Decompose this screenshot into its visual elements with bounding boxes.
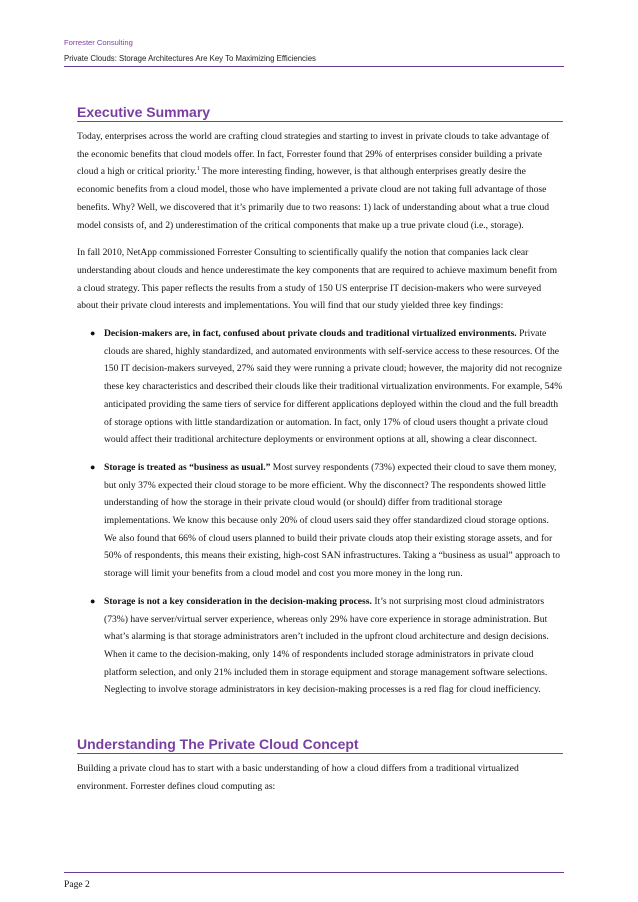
paragraph-text: Today, enterprises across the world are crafting cloud strategies and starting to invest in private clouds to take advantage of the economic benefits that cloud models offer. In fact, Forrester found that 29% of enterprises consider building a private cloud a high or critical priority.: [77, 131, 550, 178]
finding-title: Storage is treated as “business as usual.”: [104, 461, 271, 473]
footer-rule: [64, 872, 564, 873]
paragraph: Building a private cloud has to start with a basic understanding of how a cloud differs from a traditional virtualized environment. Forrester defines cloud computing as:: [77, 763, 519, 792]
bullet-icon: ●: [90, 328, 96, 339]
finding-title: Decision-makers are, in fact, confused about private clouds and traditional virtualized environments.: [104, 328, 517, 340]
brand-name: Forrester Consulting: [64, 38, 133, 47]
list-item: [77, 325, 563, 449]
header-rule: [64, 66, 564, 67]
bullet-icon: ●: [90, 461, 96, 472]
executive-summary-body: [77, 128, 563, 709]
private-cloud-body: [77, 760, 563, 805]
paragraph: [77, 128, 563, 234]
list-item: [77, 459, 563, 583]
page-number: Page 2: [64, 879, 90, 890]
paragraph-text: The more interesting finding, however, is that although enterprises greatly desire the economic benefits from a cloud model, those who have implemented a private cloud are not taking full advantage of those benefits. Why? Well, we discovered that it’s primarily due to two reasons: 1) lack of understanding about what a true cloud model consists of, and 2) underestimation of the critical components that make up a true private cloud (i.e., storage).: [77, 166, 550, 231]
finding-title: Storage is not a key consideration in the decision-making process.: [104, 595, 372, 607]
paragraph: In fall 2010, NetApp commissioned Forrester Consulting to scientifically qualify the notion that companies lack clear understanding about clouds and hence underestimate the key components that are required to achieve maximum benefit from a cloud strategy. This paper reflects the results from a study of 150 US enterprise IT decision-makers who were surveyed about their private cloud interests and implementations. You will find that our study yielded three key findings:: [77, 247, 558, 312]
list-item: [77, 593, 563, 699]
finding-text: Most survey respondents (73%) expected their cloud to save them money, but only 37% expected their cloud storage to be more efficient. Why the disconnect? The respondents showed little understanding of how the storage in their private cloud would (or should) differ from traditional storage implementations. We know this because only 20% of cloud users said they offer standardized cloud storage options. We also found that 66% of cloud users planned to build their private clouds atop their existing storage assets, and for 50% of respondents, this means their existing, high-cost SAN infrastructures. Taking a “business as usual” approach to storage will limit your benefits from a cloud model and cost you more money in the long run.: [104, 461, 561, 580]
findings-list: [77, 325, 563, 699]
section-heading-executive-summary: Executive Summary: [77, 104, 563, 122]
page-header: [64, 38, 564, 63]
section-heading-private-cloud: Understanding The Private Cloud Concept: [77, 736, 563, 754]
finding-text: Private clouds are shared, highly standardized, and automated environments with self-service access to these resources. Of the 150 IT decision-makers surveyed, 27% said they were running a private cloud; however, the majority did not recognize these key characteristics and described their clouds like their traditional virtualization environments. For example, 54% anticipated providing the same tiers of service for different applications deployed within the cloud and the full breadth of storage options with little standardization or automation. In fact, only 17% of cloud users thought a private cloud would affect their traditional architecture deployments or environment options at all, showing a clear disconnect.: [104, 328, 563, 446]
document-subtitle: Private Clouds: Storage Architectures Are Key To Maximizing Efficiencies: [64, 54, 316, 63]
finding-text: It’s not surprising most cloud administrators (73%) have server/virtual server experience, whereas only 29% have core experience in storage administration. But what’s alarming is that storage administrators aren’t included in the upfront cloud architecture and design decisions. When it came to the decision-making, only 14% of respondents included storage administrators in private cloud platform selection, and only 21% included them in storage equipment and storage management software selections. Neglecting to involve storage administrators in key decision-making processes is a red flag for cloud inefficiency.: [104, 595, 549, 696]
bullet-icon: ●: [90, 595, 96, 606]
footnote-ref: 1: [196, 166, 200, 173]
